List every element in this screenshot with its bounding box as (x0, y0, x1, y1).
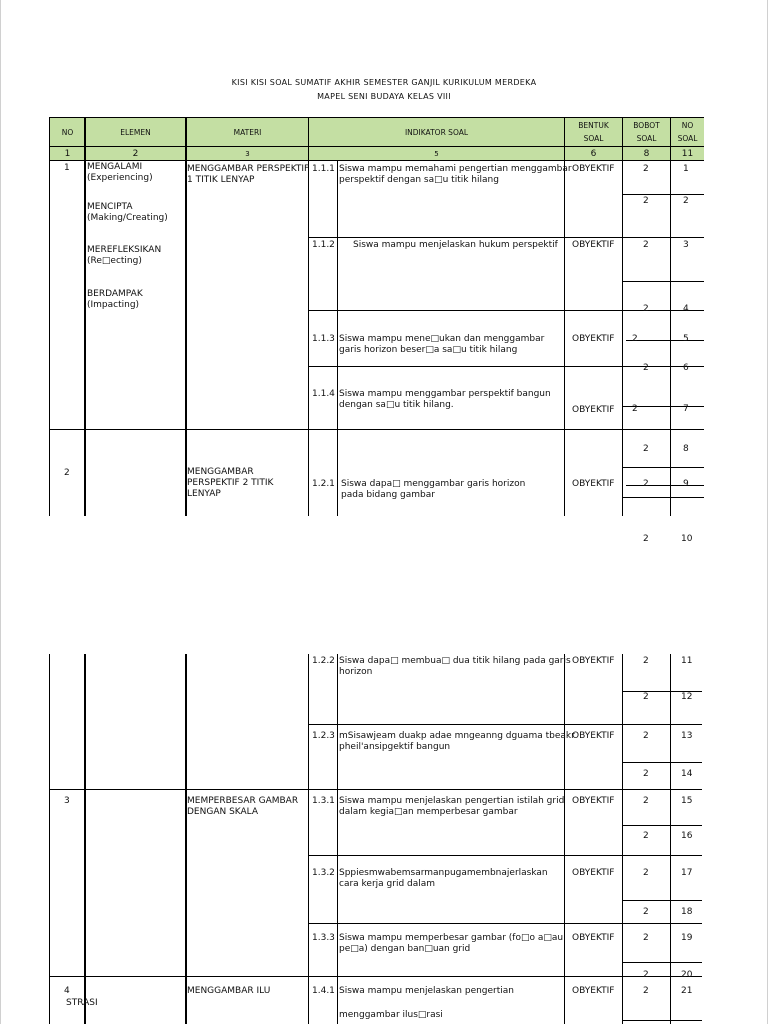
page-edge-left (0, 0, 1, 1024)
bentuk-soal: OBYEKTIF (572, 933, 615, 943)
header-bentuk-line2: SOAL (583, 134, 604, 143)
no-soal-value: 15 (681, 796, 693, 806)
indicator-line: Siswa mampu menjelaskan pengertian (339, 986, 515, 996)
indicator-code: 1.2.2 (312, 656, 335, 666)
indicator-line: Siswa mampu menjelaskan pengertian istilah grid (339, 796, 565, 806)
header-indikator: INDIKATOR SOAL (309, 118, 564, 146)
colnum-8: 8 (623, 147, 670, 160)
materi-line: 1 TITIK LENYAP (187, 175, 255, 185)
grid-line (623, 194, 704, 195)
indicator-line: Siswa dapa□ membua□ dua titik hilang pada garis (339, 656, 571, 666)
grid-line (50, 117, 704, 118)
bobot-value: 2 (643, 796, 649, 806)
bobot-value: 2 (643, 986, 649, 996)
header-nosoal-line1: NO (681, 121, 694, 130)
indicator-code: 1.4.1 (312, 986, 335, 996)
bobot-value: 2 (632, 334, 638, 344)
materi-line: PERSPEKTIF 2 TITIK (187, 478, 274, 488)
bentuk-soal: OBYEKTIF (572, 796, 615, 806)
grid-line (49, 117, 50, 516)
colnum-6: 6 (565, 147, 622, 160)
elemen-item (87, 245, 161, 267)
grid-line (623, 281, 704, 282)
grid-line (623, 497, 704, 498)
grid-line (309, 855, 702, 856)
bobot-value: 2 (643, 769, 649, 779)
indicator-text (339, 796, 564, 818)
indicator-line: Siswa mampu menjelaskan hukum perspektif (353, 240, 558, 250)
header-bobot-line1: BOBOT (633, 121, 660, 130)
header-materi: MATERI (187, 118, 308, 146)
grid-line (50, 789, 702, 790)
row-number: 4 (64, 986, 70, 996)
no-soal-value: 7 (683, 404, 689, 414)
grid-line (670, 654, 671, 1024)
row-extra-text: STRASI (66, 998, 98, 1008)
bentuk-soal: OBYEKTIF (572, 240, 615, 250)
materi-cell (187, 467, 273, 500)
grid-line (623, 900, 702, 901)
indicator-text (339, 164, 572, 186)
no-soal-value: 9 (683, 479, 689, 489)
indicator-line: garis horizon beser□a sa□u titik hilang (339, 345, 518, 355)
bobot-value: 2 (643, 304, 649, 314)
elemen-item (87, 162, 153, 184)
no-soal-value: 8 (683, 444, 689, 454)
indicator-code: 1.2.3 (312, 731, 335, 741)
materi-cell (187, 796, 298, 818)
no-soal-value: 5 (683, 334, 689, 344)
grid-line (50, 976, 702, 977)
materi-line: DENGAN SKALA (187, 807, 259, 817)
header-nosoal (671, 118, 704, 146)
colnum-1: 1 (50, 147, 85, 160)
indicator-line: mSisawjeam duakp adae mngeanng dguama tbeakr (339, 731, 575, 741)
elemen-desc: (Experiencing) (87, 173, 153, 183)
no-soal-value: 10 (681, 534, 693, 544)
header-bobot (623, 118, 670, 146)
colnum-5: 5 (309, 147, 564, 160)
colnum-3: 3 (187, 147, 308, 160)
indicator-line: horizon (339, 667, 373, 677)
no-soal-value: 11 (681, 656, 693, 666)
no-soal-value: 20 (681, 970, 693, 980)
grid-line (309, 724, 702, 725)
bobot-value: 2 (632, 404, 638, 414)
grid-line (49, 654, 50, 1024)
grid-line (623, 962, 702, 963)
bentuk-soal: OBYEKTIF (572, 986, 615, 996)
no-soal-value: 4 (683, 304, 689, 314)
indicator-code: 1.1.1 (312, 164, 335, 174)
elemen-item (87, 202, 168, 224)
grid-line (84, 117, 86, 516)
no-soal-value: 17 (681, 868, 693, 878)
grid-line (337, 160, 338, 516)
grid-line (623, 467, 704, 468)
indicator-line: perspektif dengan sa□u titik hilang (339, 175, 499, 185)
row-number: 3 (64, 796, 70, 806)
grid-line (309, 237, 704, 238)
indicator-line: pada bidang gambar (341, 490, 435, 500)
grid-line (670, 117, 671, 516)
no-soal-value: 3 (683, 240, 689, 250)
no-soal-value: 6 (683, 363, 689, 373)
elemen-desc: (Making/Creating) (87, 213, 168, 223)
bobot-value: 2 (643, 831, 649, 841)
grid-line (564, 654, 565, 1024)
indicator-line: Siswa mampu menggambar perspektif bangun (339, 389, 551, 399)
no-soal-value: 18 (681, 907, 693, 917)
indicator-text (339, 933, 563, 955)
indicator-code: 1.2.1 (312, 479, 335, 489)
bentuk-soal: OBYEKTIF (572, 164, 615, 174)
grid-line (50, 160, 704, 161)
grid-line (622, 654, 623, 1024)
elemen-name: BERDAMPAK (87, 289, 143, 299)
elemen-desc: (Impacting) (87, 300, 140, 310)
bentuk-soal: OBYEKTIF (572, 868, 615, 878)
bobot-value: 2 (643, 479, 649, 489)
header-elemen: ELEMEN (86, 118, 185, 146)
indicator-text (339, 656, 571, 678)
indicator-line: cara kerja grid dalam (339, 879, 436, 889)
bobot-value: 2 (643, 868, 649, 878)
no-soal-value: 2 (683, 196, 689, 206)
indicator-code: 1.1.4 (312, 389, 335, 399)
grid-line (185, 654, 187, 1024)
bobot-value: 2 (643, 444, 649, 454)
bentuk-soal: OBYEKTIF (572, 479, 615, 489)
document-title: KISI KISI SOAL SUMATIF AKHIR SEMESTER GANJIL KURIKULUM MERDEKA (231, 78, 537, 87)
materi-cell (187, 986, 270, 997)
no-soal-value: 19 (681, 933, 693, 943)
bobot-value: 2 (643, 692, 649, 702)
bobot-value: 2 (643, 656, 649, 666)
materi-line: MEMPERBESAR GAMBAR (187, 796, 299, 806)
bentuk-soal: OBYEKTIF (572, 405, 615, 415)
indicator-line: menggambar ilus□rasi (339, 1010, 443, 1020)
indicator-line: pheil'ansipgektif bangun (339, 742, 451, 752)
no-soal-value: 14 (681, 769, 693, 779)
indicator-line: Siswa mampu memperbesar gambar (fo□o a□au (339, 933, 564, 943)
elemen-desc: (Re□ecting) (87, 256, 142, 266)
colnum-2: 2 (86, 147, 185, 160)
document-subtitle: MAPEL SENI BUDAYA KELAS VIII (317, 92, 451, 101)
no-soal-value: 12 (681, 692, 693, 702)
bobot-value: 2 (643, 164, 649, 174)
elemen-name: MENGALAMI (87, 162, 143, 172)
indicator-text (353, 240, 558, 251)
indicator-code: 1.3.1 (312, 796, 335, 806)
indicator-line: Siswa dapa□ menggambar garis horizon (341, 479, 526, 489)
grid-line (623, 825, 702, 826)
materi-line: MENGGAMBAR ILU (187, 986, 271, 996)
no-soal-value: 13 (681, 731, 693, 741)
colnum-11: 11 (671, 147, 704, 160)
indicator-line: Sppiesmwabemsarmanpugamembnajerlaskan (339, 868, 548, 878)
grid-line (84, 654, 86, 1024)
elemen-item (87, 289, 143, 311)
header-no: NO (50, 118, 85, 146)
bobot-value: 2 (643, 907, 649, 917)
strike-line (626, 310, 704, 311)
indicator-line: Siswa mampu mene□ukan dan menggambar (339, 334, 545, 344)
indicator-line: Siswa mampu memahami pengertian menggambar (339, 164, 572, 174)
bentuk-soal: OBYEKTIF (572, 334, 615, 344)
grid-line (623, 1020, 702, 1021)
bobot-value: 2 (643, 970, 649, 980)
grid-line (337, 654, 338, 1024)
bobot-value: 2 (643, 534, 649, 544)
header-bentuk (565, 118, 622, 146)
grid-line (623, 762, 702, 763)
indicator-text (339, 731, 575, 753)
grid-line (309, 923, 702, 924)
indicator-code: 1.3.2 (312, 868, 335, 878)
indicator-text (339, 868, 548, 890)
materi-line: MENGGAMBAR (187, 467, 254, 477)
row-number: 1 (64, 163, 70, 173)
indicator-text (339, 389, 551, 411)
bobot-value: 2 (643, 363, 649, 373)
elemen-name: MENCIPTA (87, 202, 133, 212)
indicator-text (339, 986, 514, 1021)
indicator-text (339, 334, 544, 356)
materi-line: MENGGAMBAR PERSPEKTIF (187, 164, 310, 174)
indicator-code: 1.1.3 (312, 334, 335, 344)
indicator-line: pe□a) dengan ban□uan grid (339, 944, 471, 954)
strike-line (626, 485, 704, 486)
row-number: 2 (64, 468, 70, 478)
bentuk-soal: OBYEKTIF (572, 656, 615, 666)
grid-line (50, 146, 704, 147)
grid-line (50, 429, 704, 430)
indicator-code: 1.1.2 (312, 240, 335, 250)
grid-line (308, 654, 309, 1024)
bobot-value: 2 (643, 731, 649, 741)
indicator-text (341, 479, 525, 501)
elemen-name: MEREFLEKSIKAN (87, 245, 162, 255)
bentuk-soal: OBYEKTIF (572, 731, 615, 741)
header-bobot-line2: SOAL (636, 134, 657, 143)
indicator-line: dengan sa□u titik hilang. (339, 400, 454, 410)
indicator-code: 1.3.3 (312, 933, 335, 943)
bobot-value: 2 (643, 240, 649, 250)
no-soal-value: 16 (681, 831, 693, 841)
indicator-line: dalam kegia□an memperbesar gambar (339, 807, 518, 817)
bobot-value: 2 (643, 933, 649, 943)
materi-cell (187, 164, 309, 186)
grid-line (622, 117, 623, 516)
header-nosoal-line2: SOAL (677, 134, 698, 143)
bobot-value: 2 (643, 196, 649, 206)
materi-line: LENYAP (187, 489, 221, 499)
no-soal-value: 21 (681, 986, 693, 996)
no-soal-value: 1 (683, 164, 689, 174)
header-bentuk-line1: BENTUK (578, 121, 609, 130)
